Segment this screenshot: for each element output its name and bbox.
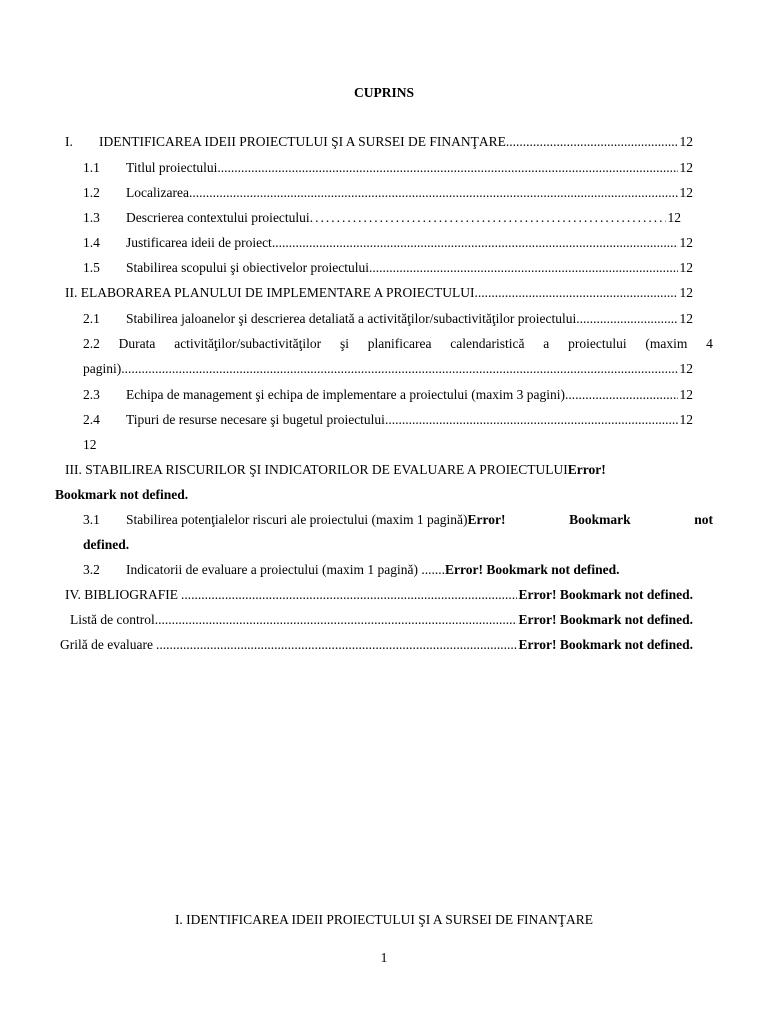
toc-entry-2-1[interactable] (83, 310, 693, 328)
toc-entry-text: Stabilirea potenţialelor riscuri ale proiectului (maxim 1 pagină) (126, 512, 468, 527)
toc-entry-3-1[interactable] (83, 511, 713, 529)
toc-entry-number: 1.2 (83, 185, 100, 200)
toc-entry-page: 12 (679, 160, 693, 175)
toc-entry-word: şi (339, 336, 349, 351)
toc-entry-text: Titlul proiectului (126, 160, 218, 175)
toc-entry-2-4[interactable] (83, 411, 693, 429)
toc-entry-number: 2.3 (83, 387, 100, 402)
toc-entry-lista-de-control[interactable] (70, 611, 693, 629)
stray-page-number: 12 (83, 437, 97, 452)
toc-entry-section-4[interactable] (65, 586, 693, 604)
error-text: Error! (467, 512, 506, 527)
error-text: Bookmark not defined. (55, 487, 189, 502)
toc-entry-text: IDENTIFICAREA IDEII PROIECTULUI ŞI A SURSEI DE FINANŢARE (99, 134, 506, 149)
toc-entry-text: Descrierea contextului proiectului (126, 210, 310, 225)
toc-entry-section-2[interactable] (65, 284, 693, 302)
leader-dots (565, 386, 678, 404)
leader-dots (272, 234, 678, 252)
toc-entry-text: Echipa de management şi echipa de implementare a proiectului (maxim 3 pagini) (126, 387, 565, 402)
toc-entry-3-2[interactable] (83, 561, 693, 579)
toc-entry-1-4[interactable] (83, 234, 693, 252)
error-text: Error! Bookmark not defined. (518, 587, 693, 602)
error-text: Error! (567, 462, 606, 477)
toc-entry-1-1[interactable] (83, 159, 693, 177)
leader-dots (310, 209, 666, 227)
toc-entry-word: activităţilor/subactivităţilor (174, 336, 322, 351)
toc-entry-page: 12 (679, 361, 693, 376)
toc-entry-word: (maxim (645, 336, 688, 351)
toc-entry-text: pagini) (83, 361, 122, 376)
leader-dots (189, 184, 678, 202)
toc-entry-text: Localizarea (126, 185, 189, 200)
toc-entry-3-1-continuation (83, 536, 693, 554)
toc-entry-word: calendaristică (450, 336, 525, 351)
toc-entry-justified-line (83, 511, 713, 529)
leader-dots (121, 360, 677, 378)
toc-entry-section-3[interactable] (65, 461, 695, 479)
toc-entry-text: Stabilirea scopului şi obiectivelor proiectului (126, 260, 369, 275)
toc-entry-1-5[interactable] (83, 259, 693, 277)
error-text: defined. (83, 537, 130, 552)
leader-dots (506, 133, 678, 151)
toc-entry-word: Durata (118, 336, 156, 351)
toc-entry-number: 1.4 (83, 235, 100, 250)
error-text: Bookmark (569, 512, 631, 527)
toc-entry-number: 2.1 (83, 311, 100, 326)
toc-entry-page: 12 (679, 235, 693, 250)
toc-entry-page: 12 (679, 285, 693, 300)
leader-dots (475, 284, 678, 302)
toc-entry-word: 4 (706, 336, 713, 351)
section-heading: I. IDENTIFICAREA IDEII PROIECTULUI ŞI A SURSEI DE FINANŢARE (174, 912, 594, 927)
toc-entry-page: 12 (679, 134, 693, 149)
toc-entry-text: IV. BIBLIOGRAFIE (65, 587, 179, 602)
toc-entry-word: a (543, 336, 550, 351)
toc-entry-text: Tipuri de resurse necesare şi bugetul proiectului (126, 412, 385, 427)
toc-entry-number: 3.2 (83, 562, 100, 577)
toc-entry-page: 12 (679, 185, 693, 200)
toc-entry-2-3[interactable] (83, 386, 693, 404)
toc-entry-number: I. (65, 134, 73, 149)
toc-entry-word: proiectului (568, 336, 627, 351)
toc-entry-number: 2.4 (83, 412, 100, 427)
toc-entry-text: III. STABILIREA RISCURILOR ŞI INDICATORILOR DE EVALUARE A PROIECTULUI (65, 462, 568, 477)
toc-entry-text: Grilă de evaluare (60, 637, 153, 652)
toc-entry-number: 3.1 (83, 512, 100, 527)
toc-entry-text: II. ELABORAREA PLANULUI DE IMPLEMENTARE A PROIECTULUI (65, 285, 475, 300)
toc-entry-2-2[interactable] (83, 335, 713, 353)
page-number: 1 (380, 950, 388, 965)
toc-entry-text: Stabilirea jaloanelor şi descrierea detaliată a activităţilor/subactivităţilor proiectului (126, 311, 577, 326)
toc-entry-text: Indicatorii de evaluare a proiectului (maxim 1 pagină) ....... (126, 562, 446, 577)
toc-entry-text: Listă de control (70, 612, 155, 627)
leader-dots (155, 611, 517, 629)
toc-entry-section-3-continuation (55, 486, 188, 504)
error-text: Error! Bookmark not defined. (518, 612, 693, 627)
toc-entry-page: 12 (679, 412, 693, 427)
toc-entry-page: 12 (679, 260, 693, 275)
leader-dots (217, 159, 677, 177)
toc-entry-section-1[interactable] (65, 133, 693, 151)
toc-entry-number: 1.1 (83, 160, 100, 175)
toc-entry-number: 2.2 (83, 336, 100, 351)
toc-entry-2-2-continuation[interactable] (83, 360, 693, 378)
toc-entry-justified-line (83, 335, 713, 353)
toc-entry-page: 12 (679, 387, 693, 402)
toc-title: CUPRINS (353, 85, 414, 100)
leader-dots (369, 259, 678, 277)
toc-entry-text: Justificarea ideii de proiect (126, 235, 272, 250)
toc-entry-grila-de-evaluare[interactable] (60, 636, 693, 654)
error-text: Error! Bookmark not defined. (445, 562, 620, 577)
error-text: Error! Bookmark not defined. (518, 637, 693, 652)
toc-entry-page: 12 (667, 210, 681, 225)
toc-entry-page: 12 (679, 311, 693, 326)
toc-entry-main-text (83, 511, 506, 529)
error-text: not (694, 512, 713, 527)
toc-entry-number: 1.3 (83, 210, 100, 225)
toc-entry-1-2[interactable] (83, 184, 693, 202)
leader-dots (181, 586, 516, 604)
toc-entry-number: 1.5 (83, 260, 100, 275)
toc-entry-word: planificarea (367, 336, 432, 351)
leader-dots (385, 411, 678, 429)
leader-dots (156, 636, 517, 654)
toc-entry-1-3[interactable] (83, 209, 693, 227)
leader-dots (576, 310, 677, 328)
